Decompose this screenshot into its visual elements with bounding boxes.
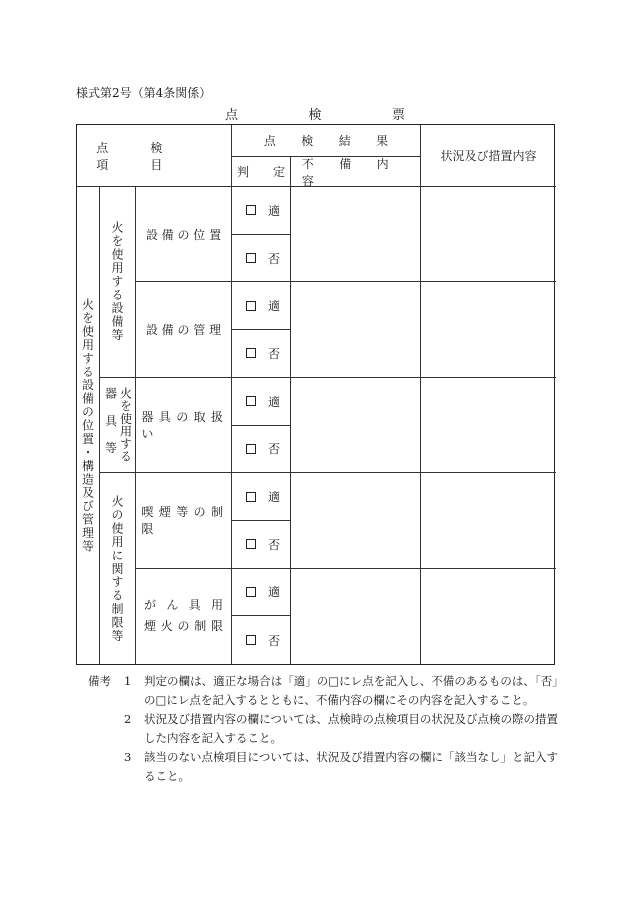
judge-ng-label: 否 xyxy=(268,633,281,648)
remark-number: 3 xyxy=(124,750,132,764)
group-label xyxy=(100,473,136,664)
judge-ng-checkbox[interactable] xyxy=(232,235,291,283)
judge-ok-checkbox[interactable] xyxy=(232,282,291,330)
checkbox-icon[interactable] xyxy=(246,348,256,358)
defect-content-field[interactable] xyxy=(291,282,421,377)
status-measures-field[interactable] xyxy=(421,378,556,473)
checkbox-icon[interactable] xyxy=(246,205,256,215)
header-check-items-text: 点 検 項 目 xyxy=(96,140,182,172)
judge-ng-label: 否 xyxy=(268,251,281,266)
remark-text: 状況及び措置内容の欄については、点検時の点検項目の状況及び点検の際の措置した内容を記入すること。 xyxy=(144,712,558,745)
remark-text: 判定の欄は、適正な場合は「適」の□にレ点を記入し、不備のあるものは、「否」の□にレ点を記入するとともに、不備内容の欄にその内容を記入すること。 xyxy=(144,674,558,707)
checkbox-icon[interactable] xyxy=(246,301,256,311)
item-label-text: 喫煙等の制限 xyxy=(141,505,229,537)
checkbox-icon[interactable] xyxy=(246,539,256,549)
status-measures-field[interactable] xyxy=(421,187,556,282)
group-label-text: 火を使用する設備等 xyxy=(110,221,124,343)
status-measures-field[interactable] xyxy=(421,282,556,377)
group-label-text: 火を使用する 器 具 等 xyxy=(103,387,133,463)
item-label xyxy=(136,569,232,664)
item-label xyxy=(136,378,232,473)
header-defect-content-text: 不 備 内 容 xyxy=(301,156,400,188)
item-label-text: 器具の取扱い xyxy=(141,409,229,441)
judge-ng-checkbox[interactable] xyxy=(232,616,291,664)
judge-ng-label: 否 xyxy=(268,537,281,552)
remarks-section xyxy=(88,672,558,786)
judge-ok-label: 適 xyxy=(268,490,281,505)
title-char: 票 xyxy=(391,108,405,123)
remarks-heading: 備考 xyxy=(88,674,111,688)
remark-item xyxy=(88,710,558,748)
remarks-spacer xyxy=(88,710,124,748)
remark-number: 2 xyxy=(124,712,132,726)
judge-ok-checkbox[interactable] xyxy=(232,473,291,521)
status-measures-field[interactable] xyxy=(421,569,556,664)
header-status-measures-text: 状況及び措置内容 xyxy=(440,149,537,163)
defect-content-field[interactable] xyxy=(291,473,421,568)
checkbox-icon[interactable] xyxy=(246,587,256,597)
checkbox-icon[interactable] xyxy=(246,253,256,263)
title-char: 点 xyxy=(225,108,239,123)
remark-number: 1 xyxy=(124,674,132,688)
major-category xyxy=(77,187,100,664)
defect-content-field[interactable] xyxy=(291,187,421,282)
checkbox-icon[interactable] xyxy=(246,492,256,502)
item-label xyxy=(136,473,232,568)
item-label-text: がん具用 xyxy=(144,597,223,612)
form-number-label: 様式第2号（第4条関係） xyxy=(76,86,212,100)
judge-ok-checkbox[interactable] xyxy=(232,378,291,426)
judge-ng-checkbox[interactable] xyxy=(232,330,291,378)
judge-ok-label: 適 xyxy=(268,585,281,600)
form-title xyxy=(225,104,405,123)
judge-ok-label: 適 xyxy=(268,299,281,314)
status-measures-field[interactable] xyxy=(421,473,556,568)
item-label-text: 設 備 の 位 置 xyxy=(145,227,222,242)
item-label-text: 設 備 の 管 理 xyxy=(145,323,222,338)
inspection-table xyxy=(76,124,555,665)
remark-item xyxy=(88,748,558,786)
defect-content-field[interactable] xyxy=(291,378,421,473)
remark-item xyxy=(88,672,558,710)
header-judgment xyxy=(232,157,291,187)
judge-ok-label: 適 xyxy=(268,394,281,409)
checkbox-icon[interactable] xyxy=(246,444,256,454)
judge-ng-label: 否 xyxy=(268,346,281,361)
remarks-spacer xyxy=(88,748,124,786)
header-check-result-text: 点 検 結 果 xyxy=(263,134,399,148)
defect-content-field[interactable] xyxy=(291,569,421,664)
judge-ng-checkbox[interactable] xyxy=(232,521,291,569)
group-label xyxy=(100,187,136,378)
item-label xyxy=(136,187,232,282)
item-label xyxy=(136,282,232,377)
judge-ok-checkbox[interactable] xyxy=(232,187,291,235)
judge-ng-label: 否 xyxy=(268,442,281,457)
group-label xyxy=(100,378,136,473)
major-category-text: 火を使用する設備の位置・構造及び管理等 xyxy=(80,297,95,554)
header-check-result xyxy=(232,125,421,157)
remark-text: 該当のない点検項目については、状況及び措置内容の欄に「該当なし」と記入すること。 xyxy=(144,750,558,783)
item-label-text: 煙火の制限 xyxy=(144,619,223,634)
judge-ok-label: 適 xyxy=(268,203,281,218)
header-judgment-text: 判 定 xyxy=(236,165,285,179)
judge-ng-checkbox[interactable] xyxy=(232,426,291,474)
judge-ok-checkbox[interactable] xyxy=(232,569,291,617)
header-defect-content xyxy=(291,157,421,187)
group-label-text: 火の使用に関する制限等 xyxy=(110,494,124,643)
title-char: 検 xyxy=(308,108,322,123)
header-status-measures xyxy=(421,125,556,187)
checkbox-icon[interactable] xyxy=(246,396,256,406)
header-check-items xyxy=(77,125,232,187)
checkbox-icon[interactable] xyxy=(246,635,256,645)
